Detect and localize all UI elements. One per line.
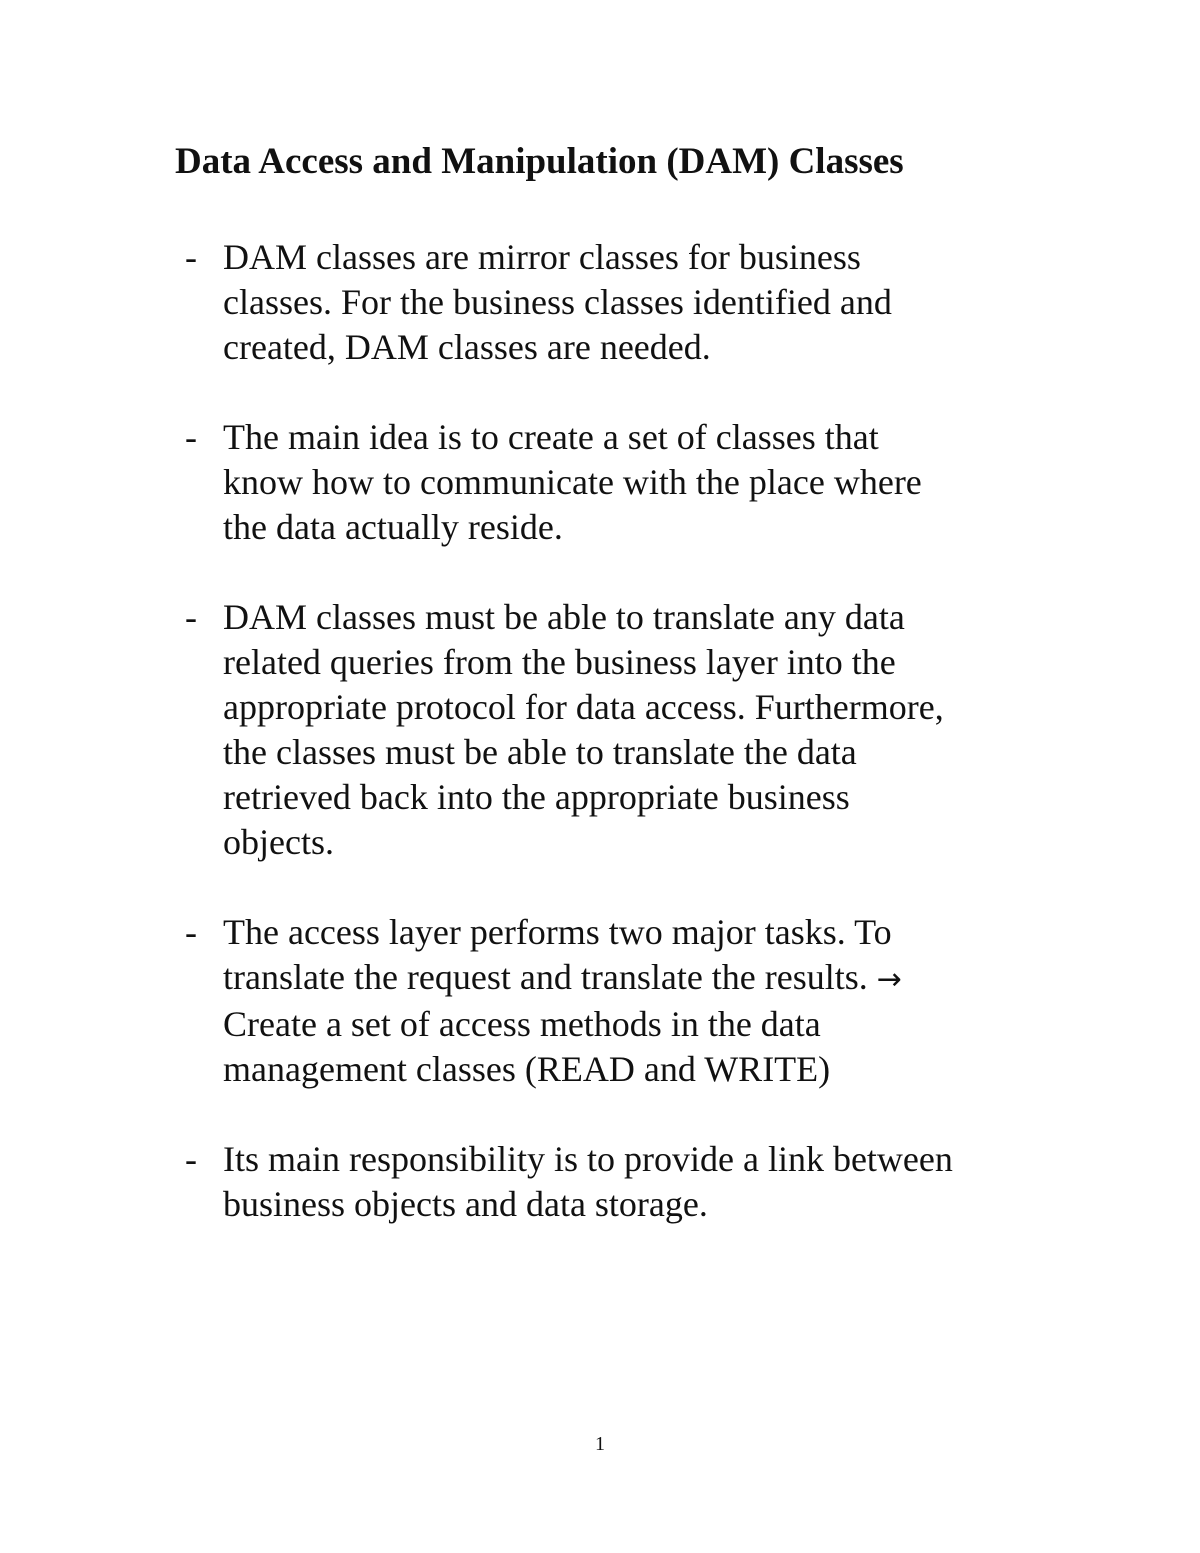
bullet-line: DAM classes are mirror classes for business [223, 237, 861, 277]
bullet-line: classes. For the business classes identified and [223, 282, 892, 322]
bullet-line: related queries from the business layer into the [223, 642, 896, 682]
bullet-marker: - [185, 597, 197, 637]
bullet-text [223, 595, 1063, 865]
bullet-line: DAM classes must be able to translate any data [223, 597, 905, 637]
bullet-line: objects. [223, 822, 334, 862]
bullet-line: Its main responsibility is to provide a link between [223, 1139, 953, 1179]
bullet-line: Create a set of access methods in the data [223, 1004, 821, 1044]
bullet-line-with-arrow [223, 955, 1063, 1002]
bullet-line: the data actually reside. [223, 507, 563, 547]
bullet-line: retrieved back into the appropriate business [223, 777, 850, 817]
bullet-text [223, 910, 1063, 1092]
bullet-marker: - [185, 237, 197, 277]
bullet-line: The main idea is to create a set of classes that [223, 417, 879, 457]
page-title: Data Access and Manipulation (DAM) Classes [175, 141, 904, 182]
bullet-text [223, 1137, 1063, 1227]
bullet-marker: - [185, 1139, 197, 1179]
bullet-marker: - [185, 417, 197, 457]
page-number: 1 [595, 1433, 605, 1455]
bullet-line: management classes (READ and WRITE) [223, 1049, 831, 1089]
bullet-line: the classes must be able to translate the data [223, 732, 857, 772]
bullet-marker: - [185, 912, 197, 952]
bullet-line: translate the request and translate the results. [223, 957, 868, 997]
bullet-line: know how to communicate with the place where [223, 462, 922, 502]
bullet-line: created, DAM classes are needed. [223, 327, 711, 367]
bullet-text [223, 235, 1063, 370]
bullet-line: appropriate protocol for data access. Furthermore, [223, 687, 944, 727]
bullet-text [223, 415, 1063, 550]
bullet-line: The access layer performs two major tasks. To [223, 912, 892, 952]
bullet-line: business objects and data storage. [223, 1184, 708, 1224]
right-arrow-icon: → [876, 962, 902, 997]
